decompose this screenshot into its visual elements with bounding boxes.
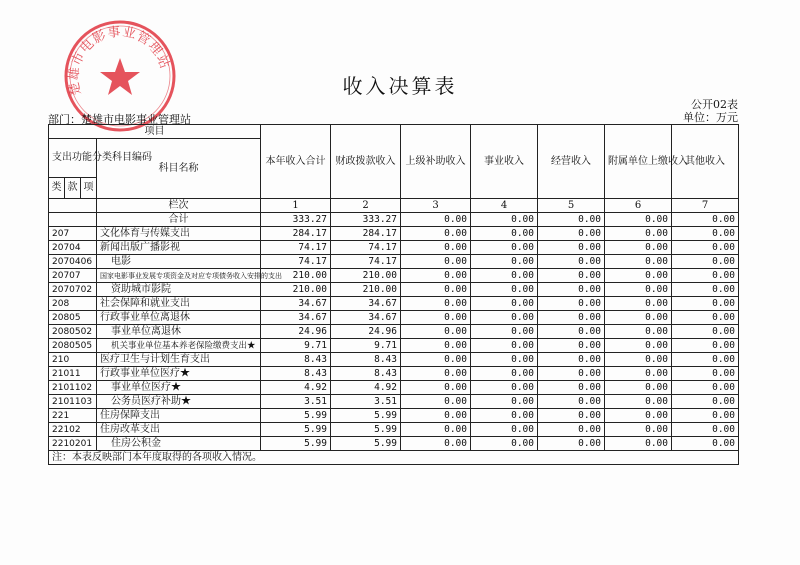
total-row [49, 213, 739, 227]
page-title: 收入决算表 [342, 74, 458, 98]
header-func-code: 支出功能分类科目编码 [49, 139, 97, 178]
row-value: 0.00 [605, 437, 672, 451]
row-name: 住房保障支出 [97, 409, 261, 423]
row-value: 210.00 [261, 269, 331, 283]
table-row [49, 395, 739, 409]
total-value: 333.27 [331, 213, 401, 227]
row-value: 0.00 [538, 269, 605, 283]
row-value: 0.00 [672, 339, 739, 353]
row-value: 0.00 [672, 311, 739, 325]
row-value: 0.00 [538, 339, 605, 353]
row-name: 医疗卫生与计划生育支出 [97, 353, 261, 367]
row-value: 0.00 [538, 283, 605, 297]
row-value: 0.00 [672, 409, 739, 423]
total-value: 0.00 [401, 213, 471, 227]
row-value: 9.71 [331, 339, 401, 353]
table-row [49, 269, 739, 283]
row-value: 0.00 [605, 339, 672, 353]
row-value: 0.00 [471, 241, 538, 255]
row-value: 0.00 [672, 353, 739, 367]
row-value: 0.00 [401, 381, 471, 395]
header-lei: 类 [49, 178, 65, 199]
row-value: 4.92 [331, 381, 401, 395]
row-value: 34.67 [261, 311, 331, 325]
row-value: 0.00 [401, 437, 471, 451]
row-value: 0.00 [401, 283, 471, 297]
row-name: 事业单位医疗★ [97, 381, 261, 395]
row-value: 0.00 [401, 409, 471, 423]
table-row [49, 367, 739, 381]
row-code: 207 [49, 227, 97, 241]
unit-label: 单位：万元 [683, 111, 738, 124]
row-code: 20805 [49, 311, 97, 325]
row-value: 0.00 [538, 241, 605, 255]
row-value: 0.00 [538, 227, 605, 241]
row-name: 文化体育与传媒支出 [97, 227, 261, 241]
row-value: 0.00 [401, 339, 471, 353]
total-label: 合计 [97, 213, 261, 227]
row-value: 0.00 [471, 297, 538, 311]
row-value: 0.00 [538, 381, 605, 395]
row-value: 0.00 [471, 367, 538, 381]
row-value: 210.00 [261, 283, 331, 297]
header-item: 项目 [49, 125, 261, 139]
lanci-num: 3 [401, 199, 471, 213]
row-value: 0.00 [605, 311, 672, 325]
row-code: 20704 [49, 241, 97, 255]
row-value: 34.67 [331, 311, 401, 325]
row-value: 3.51 [261, 395, 331, 409]
row-value: 0.00 [401, 255, 471, 269]
row-value: 0.00 [401, 311, 471, 325]
row-value: 24.96 [331, 325, 401, 339]
row-name: 行政事业单位医疗★ [97, 367, 261, 381]
table-row [49, 353, 739, 367]
row-value: 5.99 [261, 423, 331, 437]
row-value: 0.00 [401, 367, 471, 381]
row-value: 0.00 [401, 423, 471, 437]
row-value: 0.00 [471, 255, 538, 269]
row-code: 208 [49, 297, 97, 311]
table-row [49, 381, 739, 395]
row-value: 0.00 [605, 353, 672, 367]
header-col-3: 上级补助收入 [401, 125, 471, 199]
row-value: 0.00 [672, 423, 739, 437]
row-value: 0.00 [471, 311, 538, 325]
row-value: 0.00 [605, 395, 672, 409]
row-value: 0.00 [401, 269, 471, 283]
row-code: 221 [49, 409, 97, 423]
row-name: 行政事业单位离退休 [97, 311, 261, 325]
row-value: 0.00 [401, 297, 471, 311]
row-value: 0.00 [471, 325, 538, 339]
lanci-label: 栏次 [97, 199, 261, 213]
table-row [49, 409, 739, 423]
row-value: 0.00 [538, 311, 605, 325]
row-value: 0.00 [538, 423, 605, 437]
header-col-5: 经营收入 [538, 125, 605, 199]
row-value: 0.00 [471, 269, 538, 283]
row-code: 2101102 [49, 381, 97, 395]
row-value: 0.00 [605, 283, 672, 297]
row-value: 0.00 [538, 395, 605, 409]
row-value: 0.00 [538, 255, 605, 269]
row-name: 新闻出版广播影视 [97, 241, 261, 255]
row-value: 0.00 [401, 395, 471, 409]
row-value: 0.00 [471, 423, 538, 437]
row-name: 公务员医疗补助★ [97, 395, 261, 409]
row-value: 0.00 [538, 297, 605, 311]
header-col-1: 本年收入合计 [261, 125, 331, 199]
table-row [49, 227, 739, 241]
row-value: 0.00 [605, 409, 672, 423]
lanci-num: 1 [261, 199, 331, 213]
row-code: 2070406 [49, 255, 97, 269]
row-name: 国家电影事业发展专项资金及对应专项债务收入安排的支出 [97, 269, 261, 283]
row-value: 0.00 [471, 353, 538, 367]
row-value: 5.99 [331, 409, 401, 423]
row-value: 0.00 [471, 437, 538, 451]
row-value: 0.00 [672, 381, 739, 395]
header-subject-name: 科目名称 [97, 139, 261, 199]
header-col-7: 其他收入 [672, 125, 739, 199]
lanci-num: 4 [471, 199, 538, 213]
row-value: 0.00 [672, 297, 739, 311]
income-table [48, 124, 739, 465]
row-value: 8.43 [261, 353, 331, 367]
row-value: 0.00 [672, 241, 739, 255]
row-value: 210.00 [331, 269, 401, 283]
table-row [49, 255, 739, 269]
header-col-6: 附属单位上缴收入 [605, 125, 672, 199]
row-value: 74.17 [261, 255, 331, 269]
row-code: 210 [49, 353, 97, 367]
row-value: 74.17 [331, 255, 401, 269]
total-value: 0.00 [672, 213, 739, 227]
row-code: 20707 [49, 269, 97, 283]
row-value: 0.00 [672, 367, 739, 381]
row-value: 0.00 [605, 423, 672, 437]
row-value: 5.99 [261, 409, 331, 423]
header-kuan: 款 [65, 178, 81, 199]
row-value: 0.00 [672, 437, 739, 451]
row-name: 机关事业单位基本养老保险缴费支出★ [97, 339, 261, 353]
row-value: 0.00 [605, 241, 672, 255]
svg-text:楚雄市电影事业管理站: 楚雄市电影事业管理站 [66, 24, 173, 97]
table-row [49, 283, 739, 297]
total-value: 0.00 [538, 213, 605, 227]
lanci-num: 2 [331, 199, 401, 213]
row-value: 284.17 [261, 227, 331, 241]
row-value: 5.99 [331, 437, 401, 451]
row-value: 210.00 [331, 283, 401, 297]
lanci-num: 6 [605, 199, 672, 213]
row-name: 电影 [97, 255, 261, 269]
row-value: 0.00 [605, 255, 672, 269]
row-value: 4.92 [261, 381, 331, 395]
table-row [49, 339, 739, 353]
table-row [49, 241, 739, 255]
row-name: 事业单位离退休 [97, 325, 261, 339]
row-name: 资助城市影院 [97, 283, 261, 297]
row-code: 2080505 [49, 339, 97, 353]
table-row [49, 325, 739, 339]
row-value: 0.00 [605, 367, 672, 381]
row-code: 2101103 [49, 395, 97, 409]
row-value: 284.17 [331, 227, 401, 241]
form-number: 公开02表 [691, 98, 738, 111]
row-value: 34.67 [331, 297, 401, 311]
row-value: 5.99 [261, 437, 331, 451]
row-value: 0.00 [538, 353, 605, 367]
row-value: 8.43 [331, 367, 401, 381]
row-value: 0.00 [538, 409, 605, 423]
row-value: 0.00 [605, 325, 672, 339]
row-value: 0.00 [471, 339, 538, 353]
row-code: 21011 [49, 367, 97, 381]
row-name: 住房公积金 [97, 437, 261, 451]
row-value: 0.00 [401, 353, 471, 367]
table-row [49, 297, 739, 311]
row-value: 34.67 [261, 297, 331, 311]
row-value: 0.00 [471, 409, 538, 423]
row-value: 5.99 [331, 423, 401, 437]
row-code: 2080502 [49, 325, 97, 339]
row-value: 0.00 [538, 367, 605, 381]
row-value: 9.71 [261, 339, 331, 353]
row-code: 2070702 [49, 283, 97, 297]
row-value: 0.00 [605, 297, 672, 311]
row-value: 0.00 [672, 255, 739, 269]
department-label: 部门：楚雄市电影事业管理站 [48, 113, 191, 126]
table-row [49, 423, 739, 437]
row-code: 2210201 [49, 437, 97, 451]
row-value: 0.00 [605, 269, 672, 283]
lanci-row [49, 199, 739, 213]
row-value: 74.17 [261, 241, 331, 255]
row-value: 24.96 [261, 325, 331, 339]
row-name: 社会保障和就业支出 [97, 297, 261, 311]
row-value: 0.00 [538, 325, 605, 339]
total-value: 0.00 [605, 213, 672, 227]
table-row [49, 437, 739, 451]
header-xiang: 项 [81, 178, 97, 199]
row-code: 22102 [49, 423, 97, 437]
row-name: 住房改革支出 [97, 423, 261, 437]
row-value: 8.43 [261, 367, 331, 381]
row-value: 0.00 [401, 227, 471, 241]
total-value: 0.00 [471, 213, 538, 227]
header-col-4: 事业收入 [471, 125, 538, 199]
row-value: 8.43 [331, 353, 401, 367]
row-value: 0.00 [471, 227, 538, 241]
row-value: 0.00 [672, 283, 739, 297]
row-value: 0.00 [672, 227, 739, 241]
row-value: 74.17 [331, 241, 401, 255]
table-note: 注：本表反映部门本年度取得的各项收入情况。 [49, 451, 739, 465]
row-value: 0.00 [401, 241, 471, 255]
total-value: 333.27 [261, 213, 331, 227]
row-value: 0.00 [605, 381, 672, 395]
row-value: 0.00 [471, 395, 538, 409]
row-value: 0.00 [471, 283, 538, 297]
row-value: 0.00 [401, 325, 471, 339]
header-col-2: 财政拨款收入 [331, 125, 401, 199]
row-value: 0.00 [672, 395, 739, 409]
row-value: 3.51 [331, 395, 401, 409]
table-row [49, 311, 739, 325]
row-value: 0.00 [538, 437, 605, 451]
row-value: 0.00 [471, 381, 538, 395]
row-value: 0.00 [672, 269, 739, 283]
row-value: 0.00 [605, 227, 672, 241]
lanci-num: 5 [538, 199, 605, 213]
lanci-num: 7 [672, 199, 739, 213]
row-value: 0.00 [672, 325, 739, 339]
